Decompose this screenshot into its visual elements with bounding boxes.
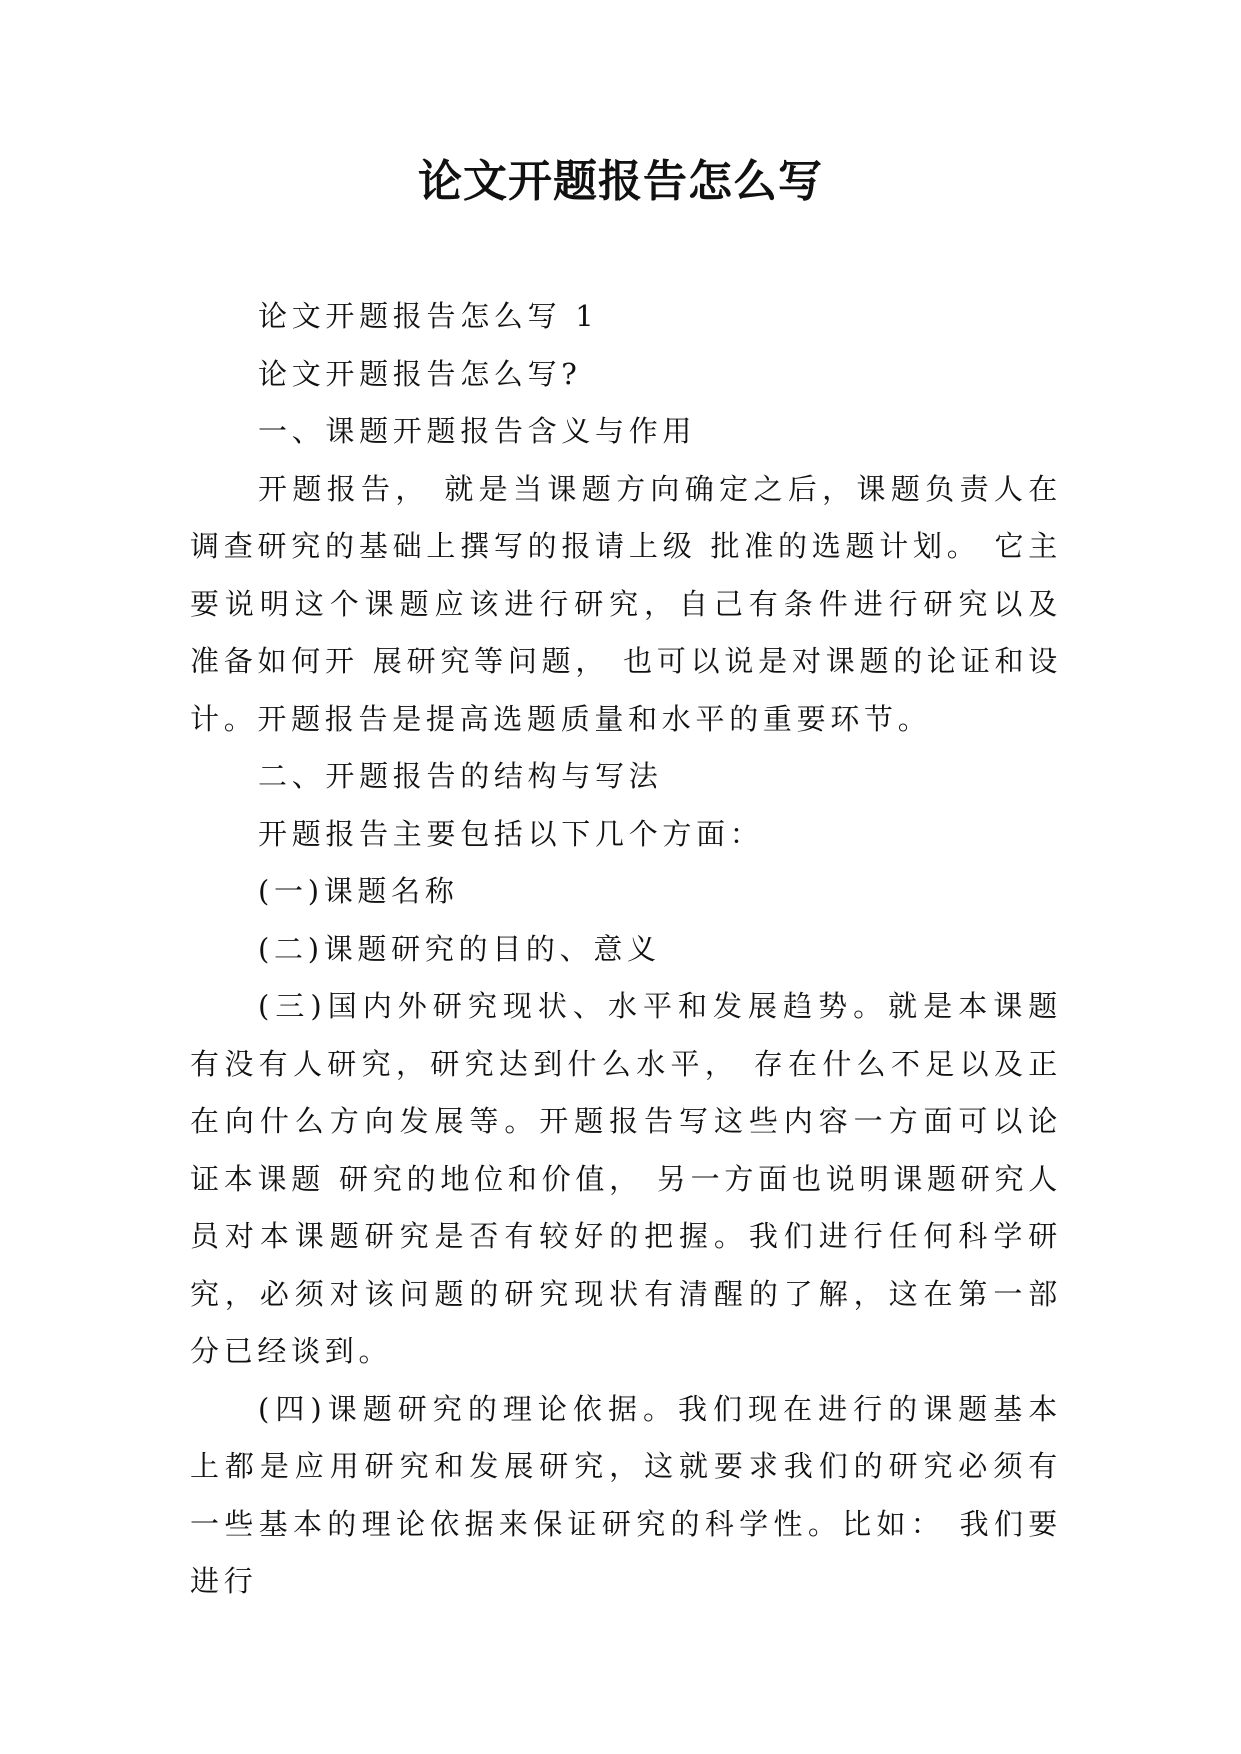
paragraph-intro: 开题报告主要包括以下几个方面： <box>258 816 764 851</box>
document-title: 论文开题报告怎么写 <box>418 156 823 207</box>
paragraph-question: 论文开题报告怎么写? <box>258 356 582 391</box>
paragraph-definition: 开题报告， 就是当课题方向确定之后，课题负责人在调查研究的基础上撰写的报请上级 批准的选题计划。 它主要说明这个课题应该进行研究，自己有条件进行研究以及准备如何开 展研究等问题， 也可以说是对课题的论证和设计。开题报告是提高选题质量和水平的重要环节。 <box>190 471 1062 736</box>
list-item-4: (四)课题研究的理论依据。我们现在进行的课题基本上都是应用研究和发展研究，这就要求我们的研究必须有一些基本的理论依据来保证研究的科学性。比如： 我们要进行 <box>190 1391 1062 1598</box>
document-body <box>190 288 1062 1611</box>
list-item-2: (二)课题研究的目的、意义 <box>258 931 661 966</box>
list-item-3: (三)国内外研究现状、水平和发展趋势。就是本课题有没有人研究，研究达到什么水平， 存在什么不足以及正在向什么方向发展等。开题报告写这些内容一方面可以论证本课题 研究的地位和价值， 另一方面也说明课题研究人员对本课题研究是否有较好的把握。我们进行任何科学研究，必须对该问题的研究现状有清醒的了解，这在第一部分已经谈到。 <box>190 989 1062 1368</box>
list-item-1: (一)课题名称 <box>258 874 459 908</box>
section-heading-1: 一、课题开题报告含义与作用 <box>258 414 697 448</box>
section-heading-2: 二、开题报告的结构与写法 <box>258 759 663 793</box>
paragraph-heading-1: 论文开题报告怎么写 1 <box>258 299 599 333</box>
